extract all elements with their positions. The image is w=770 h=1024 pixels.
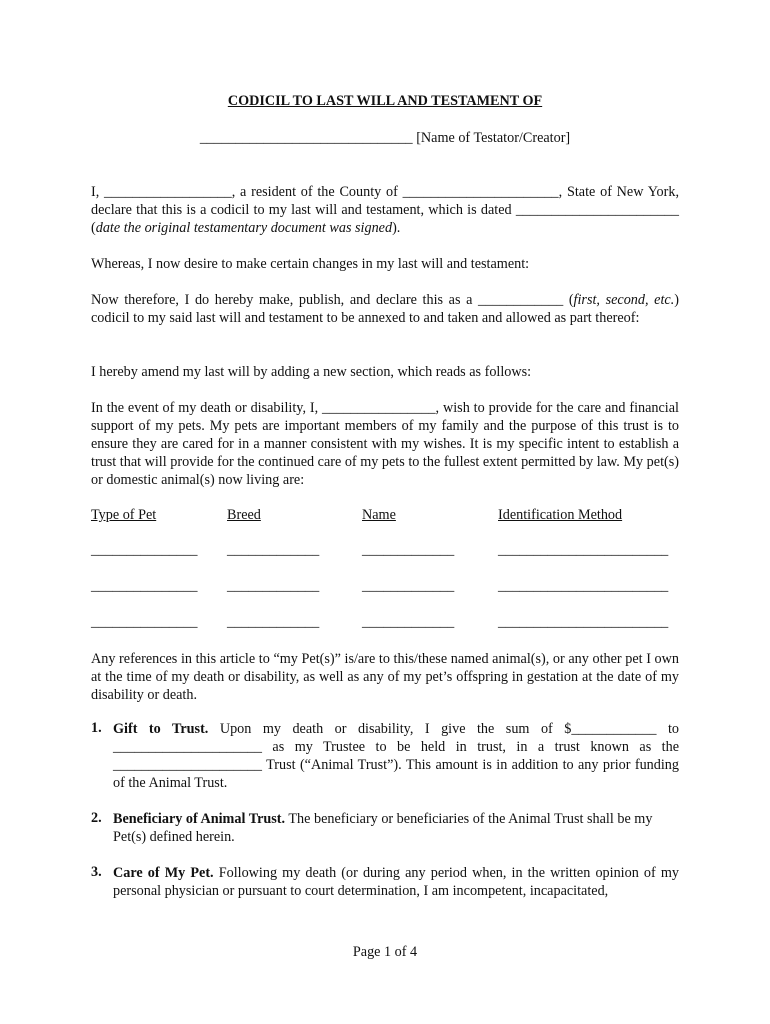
pet-row-3-name: _____________ (362, 614, 455, 630)
now-therefore-italic-text: first, second, etc. (573, 292, 675, 308)
header-breed: Breed (227, 507, 261, 523)
document-title: CODICIL TO LAST WILL AND TESTAMENT OF (227, 93, 543, 109)
page-number: Page 1 of 4 (352, 944, 418, 960)
item-1-number: 1. (91, 720, 102, 736)
item-3-care-of-pet (113, 864, 679, 900)
pet-row-2-breed: _____________ (227, 578, 320, 594)
references-paragraph: Any references in this article to “my Pet(s)” is/are to this/these named animal(s), or any other pet I own at the time of my death or disability, as well as any of my pet’s offspring in gestation at the date of my disability or death. (91, 651, 679, 703)
item-2-number: 2. (91, 810, 102, 826)
intro-paragraph (91, 183, 679, 237)
amend-paragraph: I hereby amend my last will by adding a new section, which reads as follows: (91, 364, 532, 380)
pet-row-2-name: _____________ (362, 578, 455, 594)
event-paragraph: In the event of my death or disability, I, ________________, wish to provide for the care and financial support of my pets. My pets are important members of my family and the purpose of this trust is to ensure they are cared for in a manner consistent with my wishes. It is my specific intent to establish a trust that will provide for the continued care of my pets to the fullest extent permitted by law. My pet(s) or domestic animal(s) now living are: (91, 400, 679, 488)
item-1-heading: Gift to Trust. (113, 721, 209, 737)
item-2-text: The beneficiary or beneficiaries of the Animal Trust shall be my Pet(s) defined herein. (113, 811, 653, 845)
pet-row-2-type: _______________ (91, 578, 198, 594)
header-identification-method: Identification Method (498, 507, 623, 523)
pet-row-3-breed: _____________ (227, 614, 320, 630)
now-therefore-text-end: ) codicil to my said last will and testament to be annexed to and taken and allowed as part thereof: (91, 292, 679, 326)
intro-italic-text: date the original testamentary document was signed (95, 220, 393, 236)
now-therefore-paragraph (91, 291, 679, 327)
intro-text-end: ). (392, 220, 401, 236)
item-1-text: Upon my death or disability, I give the sum of $____________ to _____________________ as my Trustee to be held in trust, in a trust known as the _____________________ Trust (“Animal Trust”). This amount is in addition to any prior funding of the Animal Trust. (113, 721, 679, 791)
whereas-paragraph: Whereas, I now desire to make certain changes in my last will and testament: (91, 256, 530, 272)
header-name: Name (362, 507, 396, 523)
pet-row-1-name: _____________ (362, 542, 455, 558)
pet-row-3-identification: ________________________ (498, 614, 669, 630)
item-3-text: Following my death (or during any period when, in the written opinion of my personal physician or pursuant to court determination, I am incompetent, incapacitated, (113, 865, 679, 899)
intro-text: I, __________________, a resident of the County of ______________________, State of New York, declare that this is a codicil to my last will and testament, which is dated _______________________ ( (91, 184, 679, 236)
header-type-of-pet: Type of Pet (91, 507, 157, 523)
item-2-heading: Beneficiary of Animal Trust. (113, 811, 286, 827)
testator-name-line: ______________________________ [Name of Testator/Creator] (199, 130, 571, 146)
pet-row-2-identification: ________________________ (498, 578, 669, 594)
pet-row-1-type: _______________ (91, 542, 198, 558)
item-3-heading: Care of My Pet. (113, 865, 214, 881)
pet-row-1-breed: _____________ (227, 542, 320, 558)
item-2-beneficiary (113, 810, 653, 846)
pet-row-1-identification: ________________________ (498, 542, 669, 558)
item-1-gift-to-trust (113, 720, 679, 792)
pet-row-3-type: _______________ (91, 614, 198, 630)
item-3-number: 3. (91, 864, 102, 880)
now-therefore-text: Now therefore, I do hereby make, publish, and declare this as a ____________ ( (91, 292, 574, 308)
